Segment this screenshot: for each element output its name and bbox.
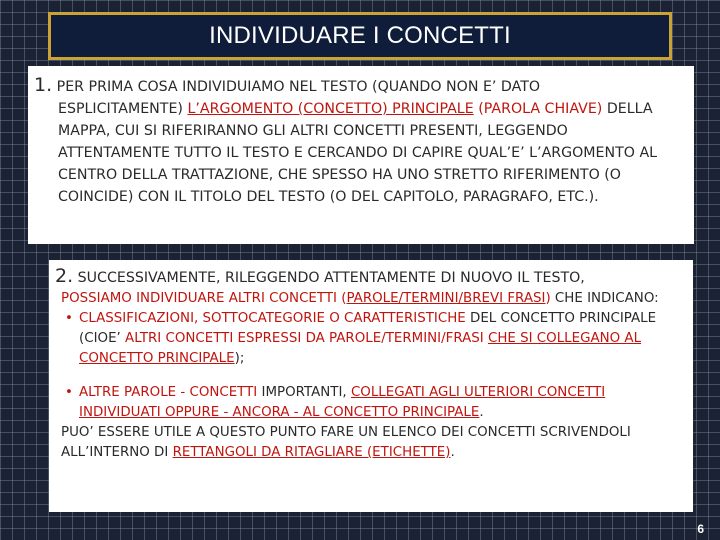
slide-title [48, 12, 672, 60]
bullet-2-text [79, 383, 685, 423]
bullet-1-red-2: ALTRI CONCETTI ESPRESSI DA PAROLE/TERMINI/FRASI [125, 331, 488, 346]
point-1-pre: ESPLICITAMENTE) [58, 101, 188, 117]
bullet-2-dot: • [65, 385, 73, 400]
bullet-1 [65, 309, 685, 369]
bullet-1-red: CLASSIFICAZIONI, SOTTOCATEGORIE O CARATTERISTICHE [79, 311, 466, 326]
point-1-box [28, 66, 694, 244]
terms-highlight: PAROLE/TERMINI/BREVI FRASI [346, 291, 546, 306]
point-2-lead-text: SUCCESSIVAMENTE, RILEGGENDO ATTENTAMENTE DI NUOVO IL TESTO, [73, 270, 585, 286]
closing-end: . [450, 445, 455, 460]
point-1-number: 1. [34, 74, 53, 96]
terms-close: ) [545, 291, 551, 306]
point-1-lead-text: PER PRIMA COSA INDIVIDUIAMO NEL TESTO (QUANDO NON E’ DATO [52, 79, 541, 95]
point-2-box [49, 260, 693, 512]
bullet-2-plain: IMPORTANTI, [257, 385, 351, 400]
bullet-2 [65, 383, 685, 423]
point-1-rest: DELLA MAPPA, CUI SI RIFERIRANNO GLI ALTRI CONCETTI PRESENTI, LEGGENDO ATTENTAMENTE TUTTO IL TESTO E CERCANDO DI CAPIRE QUAL’E’ L’ARGOMENTO AL CENTRO DELLA TRATTAZIONE, CHE SPESSO HA UNO STRETTO RIFERIMENTO (O COINCIDE) CON IL TITOLO DEL TESTO (O DEL CAPITOLO, PARAGRAFO, ETC.). [58, 101, 658, 205]
spacer [55, 369, 685, 383]
point-2-body [61, 289, 685, 309]
bullet-2-end: . [479, 405, 484, 420]
bullet-1-dot: • [65, 311, 73, 326]
point-1-body [34, 98, 684, 208]
other-concepts-highlight: POSSIAMO INDIVIDUARE ALTRI CONCETTI ( [61, 291, 347, 306]
bullet-1-plain: DEL CONCETTO PRINCIPALE (CIOE’ [79, 311, 657, 346]
bullet-1-underlined: CHE SI COLLEGANO AL CONCETTO PRINCIPALE [79, 331, 642, 366]
point-2-number: 2. [55, 265, 74, 287]
point-1-lead [34, 74, 684, 98]
point-2-lead [55, 266, 685, 289]
bullet-1-text [79, 309, 685, 369]
closing-text: PUO’ ESSERE UTILE A QUESTO PUNTO FARE UN ELENCO DEI CONCETTI SCRIVENDOLI ALL’INTERNO DI [61, 425, 631, 460]
bullet-2-red: ALTRE PAROLE - CONCETTI [79, 385, 258, 400]
slide-title-text: INDIVIDUARE I CONCETTI [209, 22, 511, 49]
point-2-closing [61, 423, 685, 463]
main-concept-highlight: L’ARGOMENTO (CONCETTO) PRINCIPALE [187, 101, 474, 117]
point-2-after: CHE INDICANO: [550, 291, 659, 306]
page-number: 6 [697, 522, 704, 536]
bullet-1-end: ); [234, 351, 245, 366]
bullet-2-underlined: COLLEGATI AGLI ULTERIORI CONCETTI INDIVIDUATI OPPURE - ANCORA - AL CONCETTO PRINCIPALE [79, 385, 606, 420]
closing-underlined: RETTANGOLI DA RITAGLIARE (ETICHETTE) [172, 445, 451, 460]
keyword-highlight: (PAROLA CHIAVE) [478, 101, 603, 117]
